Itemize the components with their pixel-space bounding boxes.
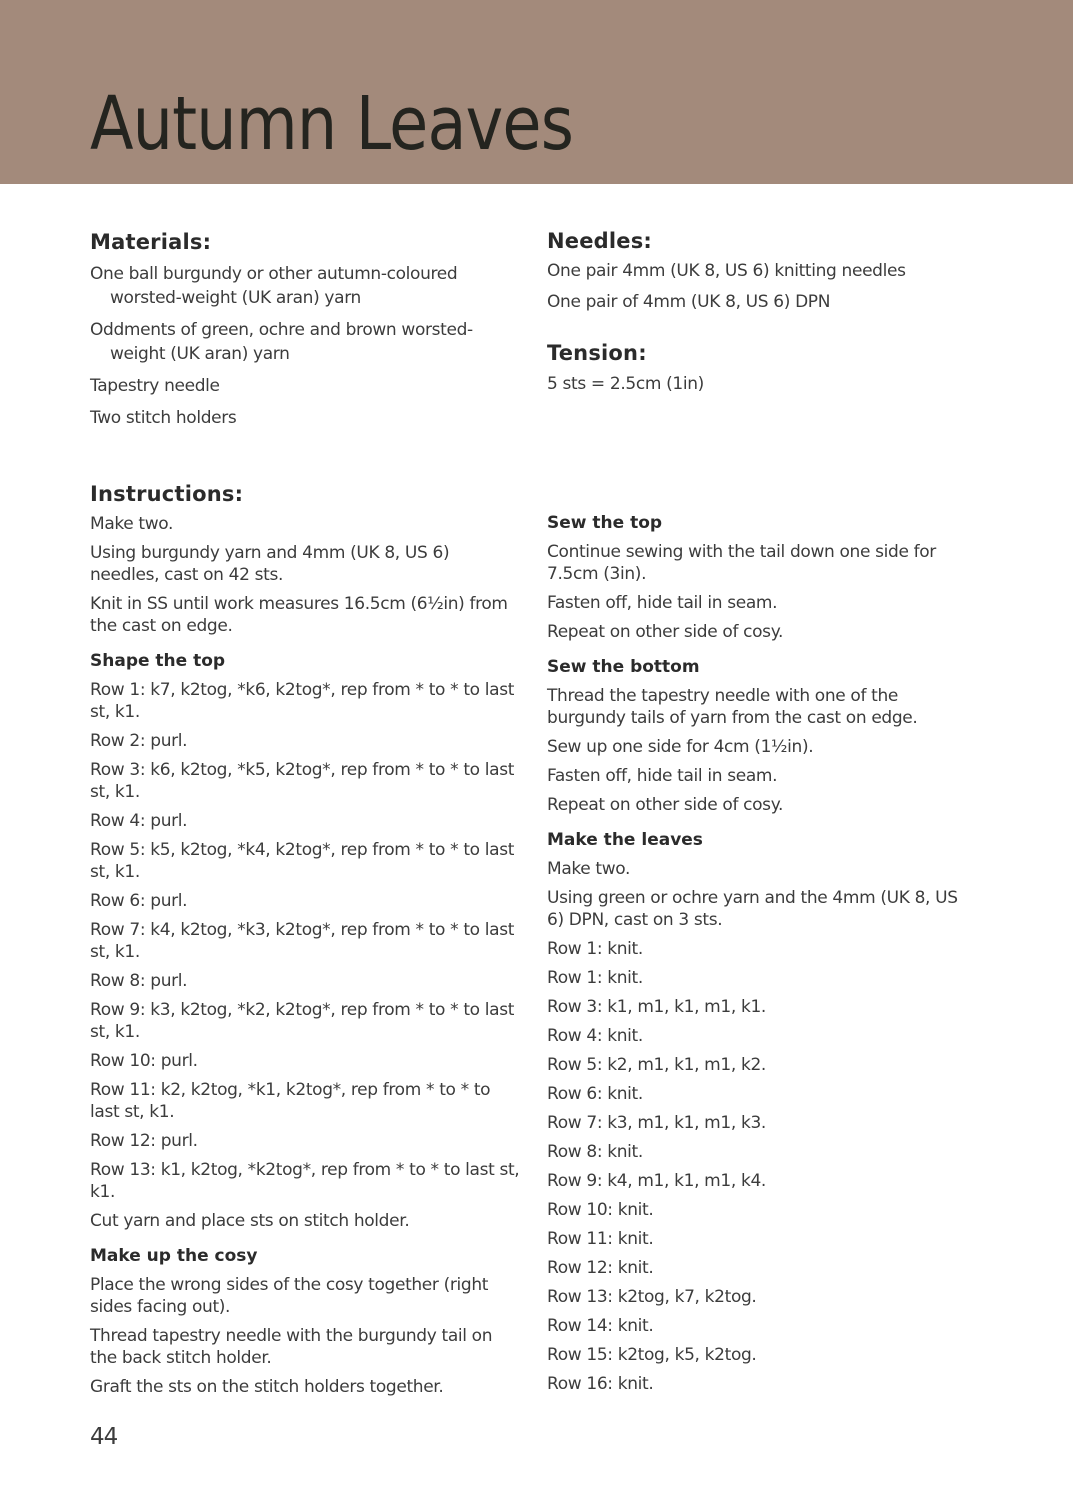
tension-heading: Tension: bbox=[547, 341, 647, 365]
instruction-line: Using green or ochre yarn and the 4mm (UK 8, US 6) DPN, cast on 3 sts. bbox=[547, 888, 958, 930]
instruction-line: Repeat on other side of cosy. bbox=[547, 622, 784, 642]
instruction-line: Row 7: k3, m1, k1, m1, k3. bbox=[547, 1113, 766, 1133]
instruction-line: Row 10: knit. bbox=[547, 1200, 654, 1220]
needles-item: One pair of 4mm (UK 8, US 6) DPN bbox=[547, 292, 831, 312]
sew-bottom-lines bbox=[547, 685, 977, 816]
instruction-line: Row 11: k2, k2tog, *k1, k2tog*, rep from * to * to last st, k1. bbox=[90, 1080, 491, 1122]
instruction-line: Thread tapestry needle with the burgundy tail on the back stitch holder. bbox=[90, 1326, 493, 1368]
instruction-line: Fasten off, hide tail in seam. bbox=[547, 766, 778, 786]
instruction-line: Continue sewing with the tail down one side for 7.5cm (3in). bbox=[547, 542, 936, 584]
instruction-line: Row 12: knit. bbox=[547, 1258, 654, 1278]
instruction-line: Row 9: k4, m1, k1, m1, k4. bbox=[547, 1171, 766, 1191]
instruction-line: Row 8: purl. bbox=[90, 971, 188, 991]
materials-item: Two stitch holders bbox=[90, 408, 237, 428]
leaves-lines bbox=[547, 858, 977, 1395]
instruction-line: Row 3: k1, m1, k1, m1, k1. bbox=[547, 997, 766, 1017]
materials-item: Oddments of green, ochre and brown worsted-weight (UK aran) yarn bbox=[90, 320, 473, 364]
instruction-line: Make two. bbox=[547, 859, 631, 879]
sew-top-lines bbox=[547, 541, 977, 643]
instruction-line: Row 16: knit. bbox=[547, 1374, 654, 1394]
instruction-line: Row 14: knit. bbox=[547, 1316, 654, 1336]
make-up-heading: Make up the cosy bbox=[90, 1246, 258, 1266]
instruction-line: Row 8: knit. bbox=[547, 1142, 643, 1162]
instruction-line: Row 13: k2tog, k7, k2tog. bbox=[547, 1287, 757, 1307]
materials-heading: Materials: bbox=[90, 230, 212, 254]
leaves-heading: Make the leaves bbox=[547, 830, 703, 850]
instruction-line: Row 6: purl. bbox=[90, 891, 188, 911]
instruction-line: Fasten off, hide tail in seam. bbox=[547, 593, 778, 613]
make-up-lines bbox=[90, 1274, 520, 1398]
materials-section bbox=[90, 228, 520, 430]
instructions-heading: Instructions: bbox=[90, 482, 244, 506]
sew-bottom-heading: Sew the bottom bbox=[547, 657, 700, 677]
instruction-line: Row 7: k4, k2tog, *k3, k2tog*, rep from * to * to last st, k1. bbox=[90, 920, 515, 962]
instruction-line: Make two. bbox=[90, 514, 174, 534]
instruction-line: Row 6: knit. bbox=[547, 1084, 643, 1104]
instruction-line: Row 12: purl. bbox=[90, 1131, 198, 1151]
instruction-line: Row 3: k6, k2tog, *k5, k2tog*, rep from * to * to last st, k1. bbox=[90, 760, 515, 802]
instruction-line: Row 1: knit. bbox=[547, 939, 643, 959]
instruction-line: Row 11: knit. bbox=[547, 1229, 654, 1249]
instruction-line: Cut yarn and place sts on stitch holder. bbox=[90, 1211, 410, 1231]
instruction-line: Row 1: k7, k2tog, *k6, k2tog*, rep from * to * to last st, k1. bbox=[90, 680, 515, 722]
instructions-left-column bbox=[90, 513, 520, 1398]
instruction-line: Row 4: purl. bbox=[90, 811, 188, 831]
instruction-line: Sew up one side for 4cm (1½in). bbox=[547, 737, 814, 757]
needles-section bbox=[547, 227, 977, 313]
tension-section bbox=[547, 339, 977, 395]
instruction-line: Row 1: knit. bbox=[547, 968, 643, 988]
needles-item: One pair 4mm (UK 8, US 6) knitting needles bbox=[547, 261, 906, 281]
materials-item: Tapestry needle bbox=[90, 376, 220, 396]
instruction-line: Row 9: k3, k2tog, *k2, k2tog*, rep from * to * to last st, k1. bbox=[90, 1000, 515, 1042]
tension-value: 5 sts = 2.5cm (1in) bbox=[547, 374, 704, 394]
instruction-line: Row 13: k1, k2tog, *k2tog*, rep from * to * to last st, k1. bbox=[90, 1160, 520, 1202]
instruction-line: Thread the tapestry needle with one of the burgundy tails of yarn from the cast on edge. bbox=[547, 686, 918, 728]
instruction-line: Place the wrong sides of the cosy together (right sides facing out). bbox=[90, 1275, 489, 1317]
instruction-line: Using burgundy yarn and 4mm (UK 8, US 6) needles, cast on 42 sts. bbox=[90, 543, 450, 585]
shape-top-heading: Shape the top bbox=[90, 651, 226, 671]
instruction-line: Graft the sts on the stitch holders together. bbox=[90, 1377, 444, 1397]
sew-top-heading: Sew the top bbox=[547, 513, 663, 533]
shape-top-lines bbox=[90, 679, 520, 1232]
instruction-line: Row 4: knit. bbox=[547, 1026, 643, 1046]
needles-heading: Needles: bbox=[547, 229, 653, 253]
instruction-line: Row 5: k5, k2tog, *k4, k2tog*, rep from * to * to last st, k1. bbox=[90, 840, 515, 882]
instruction-line: Knit in SS until work measures 16.5cm (6½in) from the cast on edge. bbox=[90, 594, 508, 636]
instructions-right-column bbox=[547, 512, 977, 1395]
instruction-line: Row 15: k2tog, k5, k2tog. bbox=[547, 1345, 757, 1365]
instruction-line: Row 10: purl. bbox=[90, 1051, 198, 1071]
materials-item: One ball burgundy or other autumn-coloured worsted-weight (UK aran) yarn bbox=[90, 264, 458, 308]
instruction-line: Row 2: purl. bbox=[90, 731, 188, 751]
page-title: Autumn Leaves bbox=[90, 81, 573, 167]
instruction-line: Repeat on other side of cosy. bbox=[547, 795, 784, 815]
instruction-line: Row 5: k2, m1, k1, m1, k2. bbox=[547, 1055, 766, 1075]
page-number: 44 bbox=[90, 1424, 118, 1450]
